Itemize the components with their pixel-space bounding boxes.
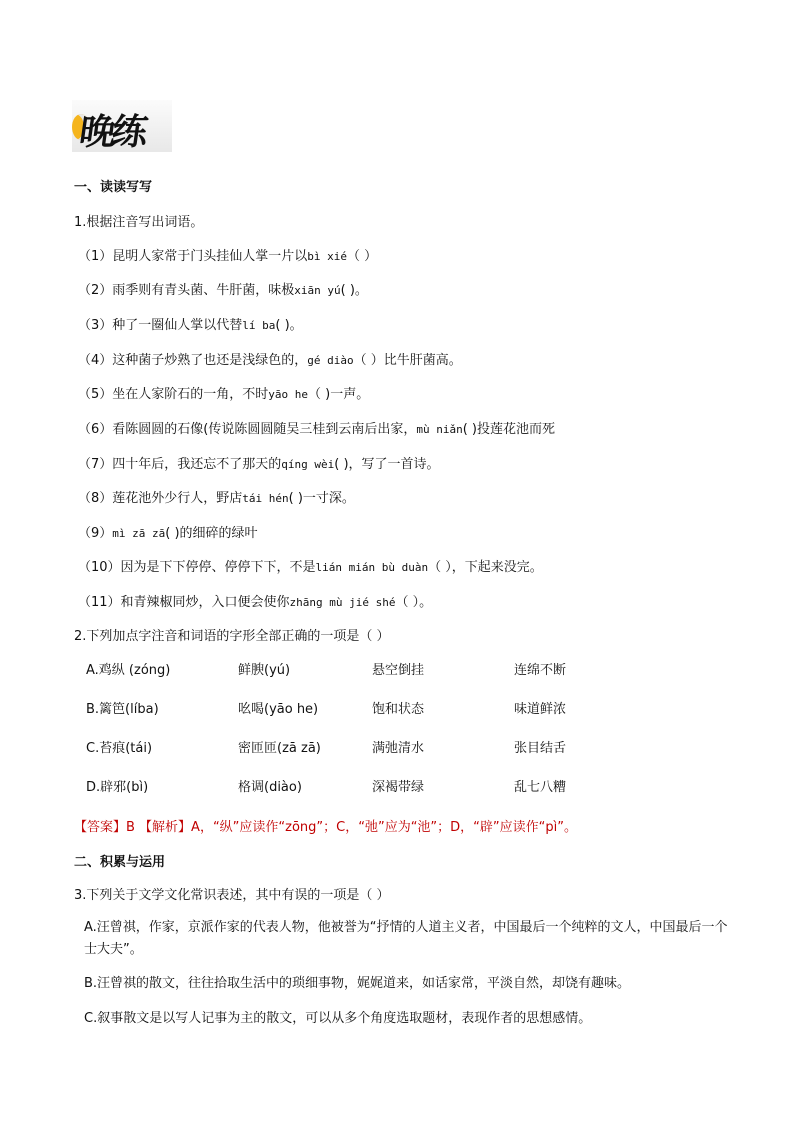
option-cell: 吆喝(yāo he) [238, 702, 319, 717]
option-cell: 张目结舌 [514, 741, 567, 756]
item-blank: ( )。 [340, 283, 368, 298]
item-blank: ( )，写了一首诗。 [334, 457, 440, 472]
section-heading-2: 二、积累与运用 [74, 855, 166, 870]
question-2-answer: 【答案】B 【解析】A，“纵”应读作“zōng”；C，“弛”应为“池”；D，“辟”应读作“pì”。 [74, 820, 577, 835]
item-blank: （ )一声。 [308, 387, 370, 402]
question-3-option-a: A.汪曾祺，作家，京派作家的代表人物，他被誉为“抒情的人道主义者，中国最后一个纯粹的文人，中国最后一个士大夫”。 [84, 920, 728, 957]
question-3-stem: 3.下列关于文学文化常识表述，其中有误的一项是（ ） [74, 888, 390, 903]
question-1-item [78, 314, 303, 333]
question-1-item [78, 349, 462, 368]
item-pinyin: yāo he [268, 388, 309, 401]
item-blank: （ ），下起来没完。 [428, 560, 543, 575]
item-text: （1）昆明人家常于门头挂仙人掌一片以 [78, 249, 308, 264]
question-1-item [78, 279, 368, 298]
option-cell: D.辟邪(bì) [86, 780, 149, 795]
item-text: （7）四十年后，我还忘不了那天的 [78, 457, 282, 472]
item-blank: ( )投莲花池而死 [462, 422, 555, 437]
item-blank: ( )一寸深。 [288, 491, 355, 506]
question-1-item [78, 556, 543, 575]
evening-practice-logo [72, 100, 172, 152]
item-pinyin: lí ba [242, 319, 276, 332]
item-text: （4）这种菌子炒熟了也还是浅绿色的， [78, 353, 308, 368]
logo-text: 晚练 [76, 112, 147, 153]
option-cell: 密匝匝(zā zā) [238, 741, 321, 756]
option-cell: 悬空倒挂 [372, 663, 425, 678]
item-blank: ( )的细碎的绿叶 [165, 526, 258, 541]
item-text: （8）莲花池外少行人，野店 [78, 491, 243, 506]
item-blank: （ ）。 [395, 595, 433, 610]
item-text: （3）种了一圈仙人掌以代替 [78, 318, 243, 333]
option-cell: 连绵不断 [514, 663, 567, 678]
option-cell: A.鸡纵 (zóng) [86, 663, 171, 678]
question-1-item [78, 418, 555, 437]
item-blank: （ ）比牛肝菌高。 [353, 353, 462, 368]
option-cell: 饱和状态 [372, 702, 425, 717]
option-cell: 味道鲜浓 [514, 702, 567, 717]
item-pinyin: gé diào [307, 354, 354, 367]
item-text: （6）看陈圆圆的石像(传说陈圆圆随吴三桂到云南后出家， [78, 422, 417, 437]
option-cell: 鲜腴(yú) [238, 663, 291, 678]
question-1-stem: 1.根据注音写出词语。 [74, 215, 204, 230]
item-pinyin: zhāng mù jié shé [289, 596, 396, 609]
option-cell: 满弛清水 [372, 741, 425, 756]
question-1-item [78, 591, 432, 610]
item-text: （5）坐在人家阶石的一角，不时 [78, 387, 269, 402]
item-pinyin: lián mián bù duàn [315, 561, 429, 574]
question-3-option-c: C.叙事散文是以写人记事为主的散文，可以从多个角度选取题材，表现作者的思想感情。 [84, 1011, 592, 1026]
item-blank: （ ） [347, 249, 378, 264]
question-3-option-b: B.汪曾祺的散文，往往拾取生活中的琐细事物，娓娓道来，如话家常，平淡自然，却饶有趣味。 [84, 976, 631, 991]
question-1-item [78, 245, 377, 264]
question-1-item [78, 383, 369, 402]
option-cell: B.篱笆(líba) [86, 702, 159, 717]
item-text: （2）雨季则有青头菌、牛肝菌，味极 [78, 283, 295, 298]
question-2-stem: 2.下列加点字注音和词语的字形全部正确的一项是（ ） [74, 629, 390, 644]
item-pinyin: bì xié [307, 250, 348, 263]
item-pinyin: mì zā zā [112, 527, 166, 540]
option-cell: C.苔痕(tái) [86, 741, 153, 756]
option-cell: 乱七八糟 [514, 780, 567, 795]
question-1-item [78, 487, 355, 506]
item-blank: ( )。 [275, 318, 303, 333]
question-1-item [78, 453, 440, 472]
item-pinyin: xiān yú [294, 284, 341, 297]
item-pinyin: qíng wèi [281, 458, 335, 471]
item-text: （9） [78, 526, 113, 541]
item-pinyin: tái hén [242, 492, 289, 505]
item-text: （11）和青辣椒同炒，入口便会使你 [78, 595, 290, 610]
item-text: （10）因为是下下停停、停停下下，不是 [78, 560, 316, 575]
question-1-item [78, 522, 258, 541]
option-cell: 深褐带绿 [372, 780, 425, 795]
item-pinyin: mù niǎn [416, 423, 463, 436]
section-heading-1: 一、读读写写 [74, 180, 153, 195]
option-cell: 格调(diào) [238, 780, 302, 795]
